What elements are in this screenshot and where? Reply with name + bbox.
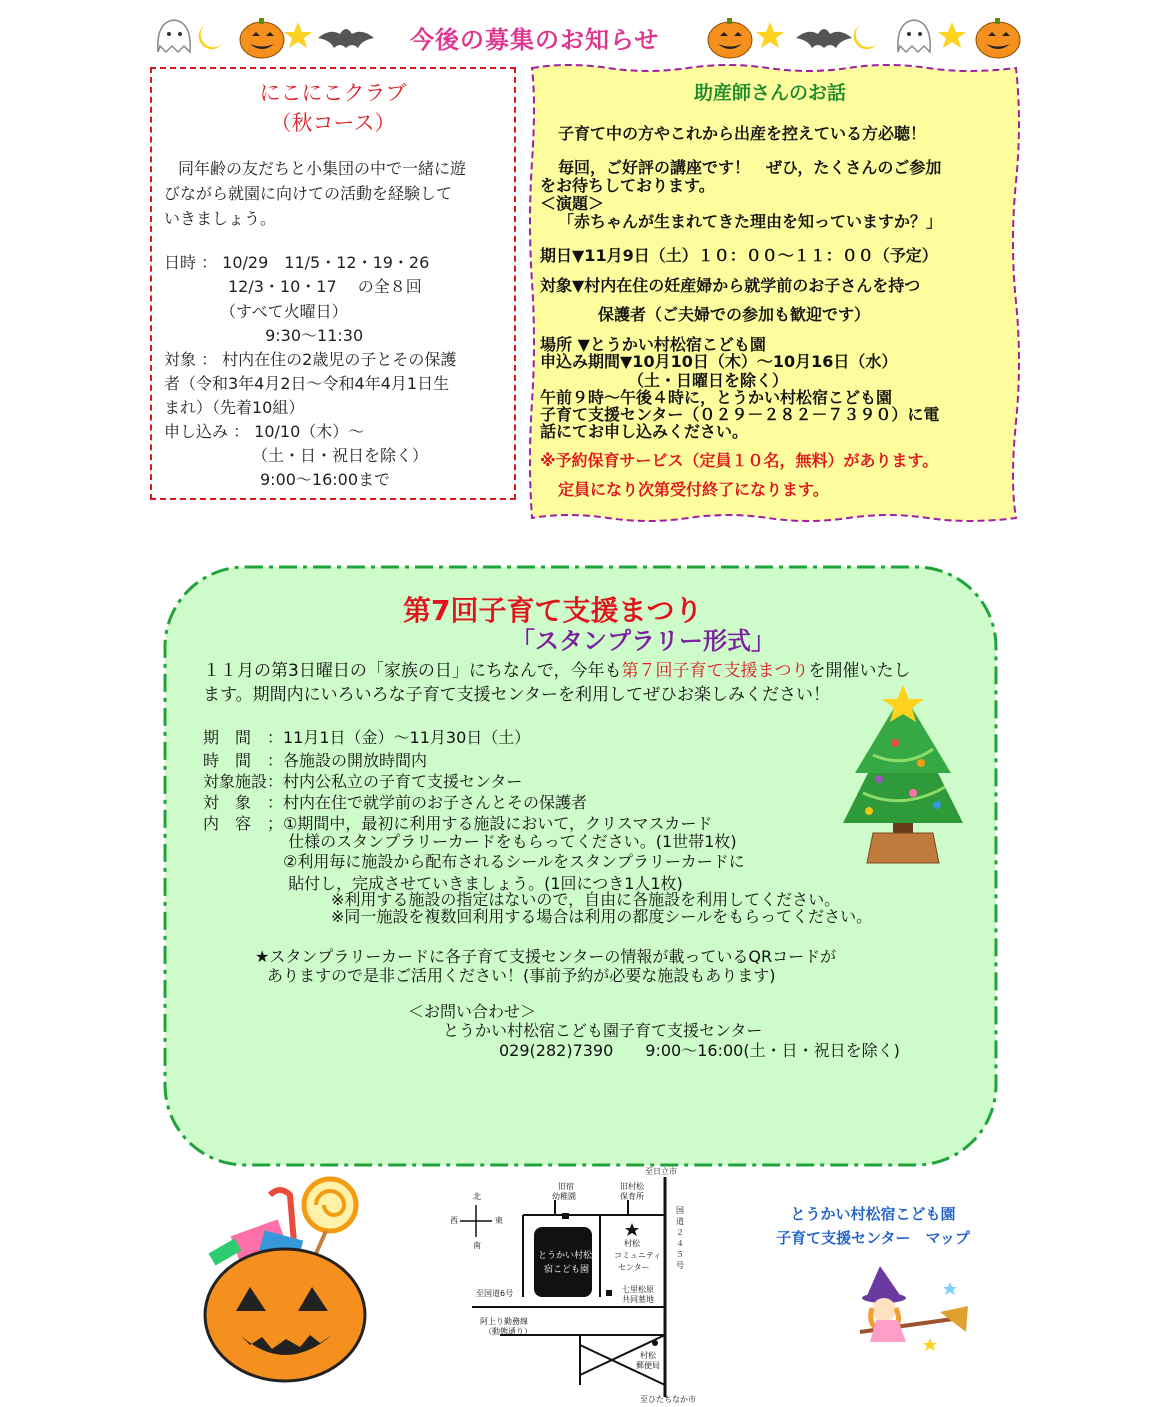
club-detail-line: 12/3・10・17 の全８回	[164, 277, 422, 296]
map-label: （動態通り）	[484, 1327, 532, 1336]
club-detail-line: 9:30～11:30	[164, 326, 364, 345]
map-title-line: 子育て支援センター マップ	[776, 1229, 970, 1247]
header-banner	[0, 0, 1152, 62]
ghost-icon	[898, 20, 930, 52]
talk-line: ＜演題＞	[540, 194, 605, 213]
talk-note: ※予約保育サービス（定員１０名，無料）があります。	[540, 451, 939, 470]
festival-qr-note: ★スタンプラリーカードに各子育て支援センターの情報が載っているQRコードが	[255, 947, 837, 966]
club-detail-line: 対象 ： 村内在住の2歳児の子とその保護	[164, 350, 457, 369]
halloween-candy-pumpkin-icon	[200, 1175, 370, 1385]
festival-detail: ※同一施設を複数回利用する場合は利用の都度シールをもらってください。	[203, 907, 873, 926]
map-label: 北	[473, 1192, 481, 1201]
pumpkin-icon	[976, 18, 1020, 58]
map-label: 旧村松	[620, 1182, 644, 1191]
map-label: 至日立市	[645, 1167, 677, 1176]
star-icon	[284, 22, 312, 48]
club-detail-line: （土・日・祝日を除く）	[164, 446, 429, 465]
club-intro-line: びながら就園に向けての活動を経験して	[164, 184, 453, 203]
map-label: センター	[618, 1263, 650, 1272]
contact-label: ＜お問い合わせ＞	[408, 1002, 537, 1021]
talk-title: 助産師さんのお話	[694, 82, 847, 104]
page-title: 今後の募集のお知らせ	[410, 26, 660, 54]
map-title-line: とうかい村松宿こども園	[790, 1205, 956, 1223]
map-label: コミュニティ	[614, 1251, 662, 1260]
club-detail-line: まれ）（先着10組）	[164, 398, 305, 417]
ghost-icon	[158, 20, 190, 52]
club-title: にこにこクラブ	[259, 81, 407, 105]
talk-note: 定員になり次第受付終了になります。	[558, 480, 829, 499]
festival-detail: 期 間 ：11月1日（金）～11月30日（土）	[203, 728, 531, 747]
festival-detail: 内 容 ；①期間中，最初に利用する施設において，クリスマスカード	[203, 814, 713, 833]
map-label: とうかい村松	[538, 1251, 593, 1261]
club-detail-line: （すべて火曜日）	[164, 302, 348, 321]
talk-line: 「赤ちゃんが生まれてきた理由を知っていますか？」	[558, 212, 943, 231]
club-detail-line: 日時 ： 10/29 11/5・12・19・26	[164, 253, 430, 272]
contact-org: とうかい村松宿こども園子育て支援センター	[443, 1021, 763, 1040]
talk-place: 話にてお申し込みください。	[540, 422, 749, 441]
festival-qr-note: ありますので是非ご活用ください！(事前予約が必要な施設もあります)	[267, 966, 776, 985]
festival-detail: 貼付し，完成させていきましょう。(1回につき1人1枚)	[203, 874, 683, 893]
talk-place: （土・日曜日を除く）	[540, 371, 789, 390]
witch-on-broom-icon	[850, 1262, 970, 1357]
star-icon	[938, 22, 966, 48]
talk-place: 場所 ▼とうかい村松宿こども園	[540, 335, 766, 354]
talk-line: をお待ちしております。	[540, 176, 715, 195]
festival-detail: ②利用毎に施設から配布されるシールをスタンプラリーカードに	[203, 852, 745, 871]
pumpkin-icon	[708, 18, 752, 58]
club-intro-line: いきましょう。	[164, 209, 277, 228]
map-label: 保育所	[620, 1192, 644, 1201]
map-label: 至国道6号	[476, 1289, 514, 1298]
star-icon	[756, 22, 784, 48]
map-label: 村松	[640, 1351, 656, 1360]
festival-detail: 時 間 ：各施設の開放時間内	[203, 751, 428, 770]
moon-icon	[854, 25, 877, 49]
festival-detail: 対 象 ：村内在住で就学前のお子さんとその保護者	[203, 793, 588, 812]
map-label: 幼稚園	[552, 1192, 576, 1201]
map-label: 阿上り勤務線	[480, 1317, 528, 1326]
festival-title: 第7回子育て支援まつり	[403, 594, 703, 627]
map-label: 東	[495, 1216, 503, 1225]
talk-target: 保護者（ご夫婦での参加も歓迎です）	[598, 305, 871, 324]
club-subtitle: （秋コース）	[270, 111, 396, 135]
map-label: 七里松原	[622, 1285, 654, 1294]
talk-line: 子育て中の方やこれから出産を控えている方必聴！	[558, 124, 927, 143]
talk-place: 午前９時～午後４時に，とうかい村松宿こども園	[540, 388, 893, 407]
map-label: 至ひたちなか市	[640, 1395, 696, 1404]
map-label: 南	[473, 1241, 481, 1250]
pumpkin-icon	[240, 18, 284, 58]
map-label: 旧宿	[558, 1182, 574, 1191]
bat-icon	[318, 29, 374, 48]
club-section	[150, 67, 516, 500]
map-title	[738, 1202, 1008, 1250]
midwife-talk-section	[528, 62, 1020, 524]
festival-detail: 対象施設：村内公私立の子育て支援センター	[203, 772, 523, 791]
festival-section	[163, 565, 998, 1167]
festival-detail: ※利用する施設の指定はないので，自由に各施設を利用してください。	[203, 890, 841, 909]
festival-subtitle: 「スタンプラリー形式」	[511, 627, 775, 655]
bat-icon	[796, 29, 852, 48]
access-map	[440, 1165, 720, 1407]
club-detail-line: 者（令和3年4月2日～令和4年4月1日生	[164, 374, 450, 393]
talk-target: 対象▼村内在住の妊産婦から就学前のお子さんを持つ	[540, 276, 921, 295]
kindergarten-building	[534, 1227, 592, 1297]
christmas-tree-icon	[833, 683, 973, 883]
talk-date: 期日▼11月9日（土）１０：００～１１：００（予定）	[540, 246, 938, 265]
map-label: 国道２４５号	[676, 1206, 684, 1270]
festival-intro: ます。期間内にいろいろな子育て支援センターを利用してぜひお楽しみください！	[203, 685, 830, 705]
festival-intro: １１月の第3日曜日の「家族の日」にちなんで，今年も第７回子育て支援まつりを開催いたし	[203, 661, 911, 681]
club-detail-line: 9:00～16:00まで	[164, 470, 391, 489]
talk-place: 子育て支援センター（０２９－２８２－７３９０）に電	[540, 405, 940, 424]
map-lines	[440, 1165, 720, 1407]
talk-line: 毎回，ご好評の講座です！ ぜひ，たくさんのご参加	[558, 158, 942, 177]
moon-icon	[199, 25, 222, 49]
map-label: 村松	[624, 1239, 640, 1248]
festival-detail: 仕様のスタンプラリーカードをもらってください。(1世帯1枚)	[203, 832, 737, 851]
map-label: 郵便局	[636, 1361, 660, 1370]
club-intro-line: 同年齢の友だちと小集団の中で一緒に遊	[178, 159, 467, 178]
contact-phone: 029(282)7390 9:00～16:00(土・日・祝日を除く)	[499, 1041, 900, 1060]
club-detail-line: 申し込み ： 10/10（木）～	[164, 422, 365, 441]
map-label: 宿こども園	[544, 1265, 590, 1275]
map-label: 西	[450, 1216, 458, 1225]
talk-place: 申込み期間▼10月10日（木）～10月16日（水）	[540, 352, 898, 371]
map-label: 共同墓地	[622, 1295, 654, 1304]
